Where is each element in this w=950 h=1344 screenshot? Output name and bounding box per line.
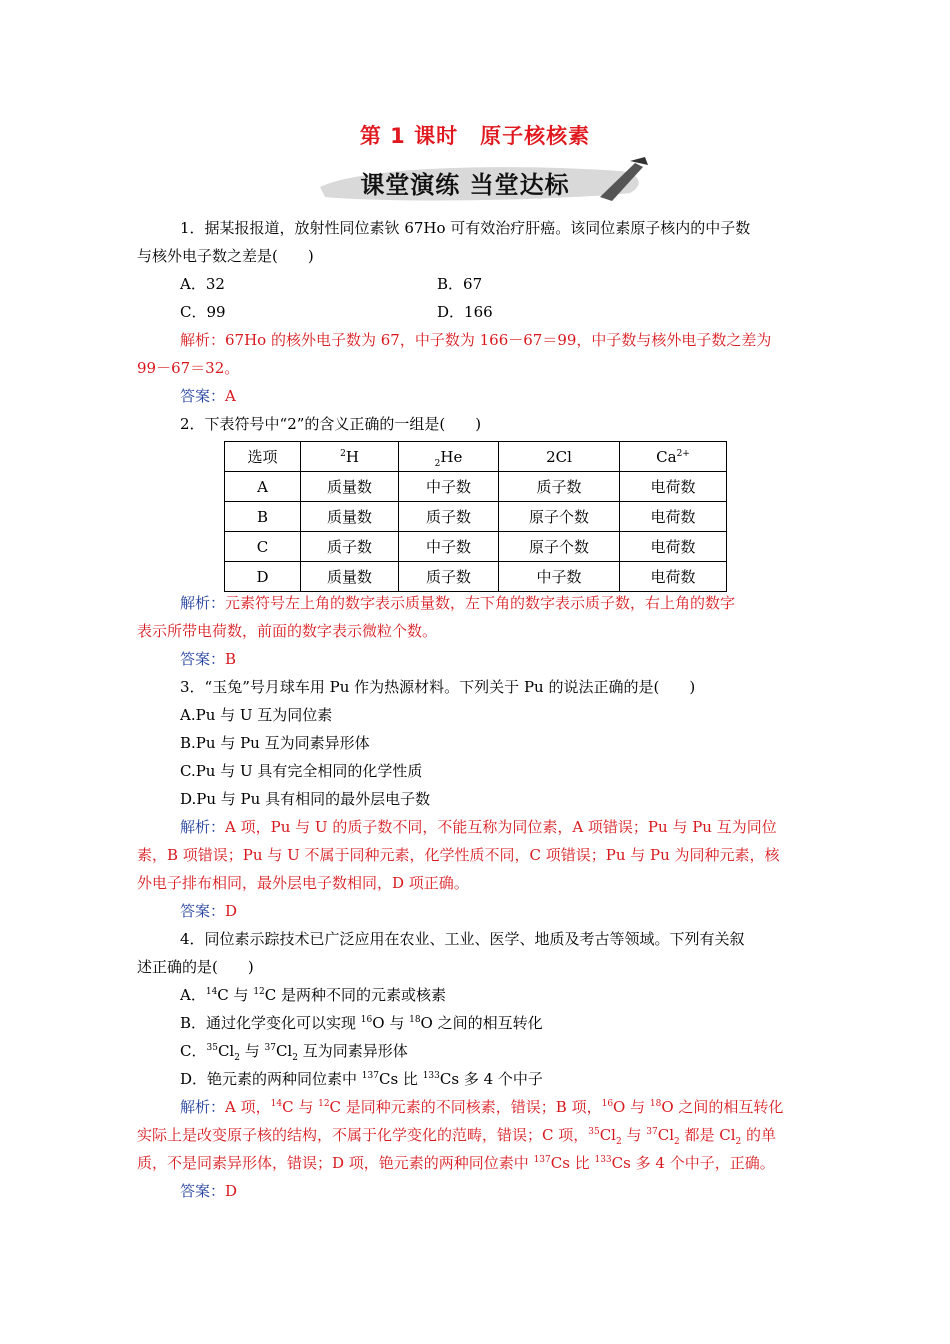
table-row <box>225 472 727 502</box>
section-banner <box>300 157 660 205</box>
table-cell: 原子个数 <box>499 532 620 562</box>
q4-analysis-line-2: 实际上是改变原子核的结构，不属于化学变化的范畴，错误；C 项，$^{35}Cl_2$ 与 $^{37}Cl_2$ 都是 $Cl_2$ 的单 <box>137 1126 777 1147</box>
table-cell: 质子数 <box>399 502 499 532</box>
table-row <box>225 562 727 592</box>
q1-stem-line-2: 与核外电子数之差是( ) <box>137 247 314 265</box>
table-header-2cl: 2Cl <box>499 442 620 472</box>
table-row <box>225 532 727 562</box>
q4-analysis-line-3: 质，不是同素异形体，错误；D 项，铯元素的两种同位素中 $^{137}$Cs 比 $^{133}$Cs 多 4 个中子，正确。 <box>137 1154 775 1172</box>
table-cell: 中子数 <box>499 562 620 592</box>
table-cell: 中子数 <box>399 532 499 562</box>
q4-stem-line-2: 述正确的是( ) <box>137 958 254 976</box>
q3-option-d: D.Pu 与 Pu 具有相同的最外层电子数 <box>180 790 431 808</box>
table-cell: 电荷数 <box>620 532 727 562</box>
q3-option-b: B.Pu 与 Pu 互为同素异形体 <box>180 734 370 752</box>
q1-options-row-1 <box>180 270 860 298</box>
q4-answer-label: 答案： <box>180 1182 226 1200</box>
table-cell: 质子数 <box>499 472 620 502</box>
table-cell: 质量数 <box>301 562 399 592</box>
q4-option-d: D．铯元素的两种同位素中 $^{137}$Cs 比 $^{133}$Cs 多 4 个中子 <box>180 1070 543 1088</box>
table-cell: 电荷数 <box>620 562 727 592</box>
q4-option-a: A．$^{14}$C 与 $^{12}$C 是两种不同的元素或核素 <box>180 986 447 1004</box>
table-cell: 电荷数 <box>620 472 727 502</box>
q1-answer-value: A <box>225 387 236 405</box>
q1-analysis-line-2: 99－67＝32。 <box>137 359 240 377</box>
q3-answer-value: D <box>225 902 238 920</box>
q2-answer-value: B <box>225 650 237 668</box>
table-header-row <box>225 442 727 472</box>
q2-analysis-line-2: 表示所带电荷数，前面的数字表示微粒个数。 <box>137 622 438 640</box>
table-cell: 质量数 <box>301 472 399 502</box>
q1-option-a: A．32 <box>180 275 225 293</box>
q1-stem-line-1: 1．据某报报道，放射性同位素钬 67Ho 可有效治疗肝癌。该同位素原子核内的中子数 <box>180 219 751 237</box>
table-header-option: 选项 <box>225 442 301 472</box>
q4-option-c: C．$^{35}Cl_2$ 与 $^{37}Cl_2$ 互为同素异形体 <box>180 1042 408 1063</box>
q3-analysis-line-2: 素，B 项错误；Pu 与 U 不属于同种元素，化学性质不同，C 项错误；Pu 与 Pu 为同种元素，核 <box>137 846 780 864</box>
table-cell: 质量数 <box>301 502 399 532</box>
table-cell: 质子数 <box>301 532 399 562</box>
table-cell: C <box>225 532 301 562</box>
table-cell: B <box>225 502 301 532</box>
q1-answer <box>180 382 860 410</box>
table-header-ca2plus: $Ca^{2+}$ <box>620 442 727 472</box>
q4-answer-value: D <box>225 1182 238 1200</box>
table-cell: 中子数 <box>399 472 499 502</box>
q3-answer <box>180 897 860 925</box>
q2-analysis-line-1 <box>180 589 860 617</box>
q1-analysis-label: 解析： <box>180 331 226 349</box>
table-cell: 电荷数 <box>620 502 727 532</box>
q2-analysis-label: 解析： <box>180 594 226 612</box>
q3-option-c: C.Pu 与 U 具有完全相同的化学性质 <box>180 762 423 780</box>
q4-answer <box>180 1177 860 1205</box>
q2-stem: 2．下表符号中“2”的含义正确的一组是( ) <box>180 415 482 433</box>
q1-options-row-2 <box>180 298 860 326</box>
table-header-2he: $_2$He <box>399 442 499 472</box>
q4-option-b: B．通过化学变化可以实现 $^{16}$O 与 $^{18}$O 之间的相互转化 <box>180 1014 543 1032</box>
q1-analysis-text-1: 67Ho 的核外电子数为 67，中子数为 166－67＝99，中子数与核外电子数之差为 <box>225 331 772 349</box>
q4-analysis-line-1 <box>180 1093 817 1121</box>
q3-analysis-text-1: A 项，Pu 与 U 的质子数不同，不能互称为同位素，A 项错误；Pu 与 Pu 互为同位 <box>225 818 777 836</box>
table-cell: 原子个数 <box>499 502 620 532</box>
q2-answer-label: 答案： <box>180 650 226 668</box>
table-cell: A <box>225 472 301 502</box>
q3-analysis-line-1 <box>180 813 860 841</box>
q1-answer-label: 答案： <box>180 387 226 405</box>
q1-option-c: C．99 <box>180 303 226 321</box>
q2-analysis-text-1: 元素符号左上角的数字表示质量数，左下角的数字表示质子数，右上角的数字 <box>225 594 736 612</box>
q2-answer <box>180 645 860 673</box>
banner-title: 课堂演练 当堂达标 <box>360 171 570 199</box>
q1-option-b: B．67 <box>437 275 483 293</box>
q3-analysis-line-3: 外电子排布相同，最外层电子数相同，D 项正确。 <box>137 874 469 892</box>
table-cell: D <box>225 562 301 592</box>
q4-stem-line-1: 4．同位素示踪技术已广泛应用在农业、工业、医学、地质及考古等领域。下列有关叙 <box>180 930 745 948</box>
q3-stem: 3．“玉兔”号月球车用 Pu 作为热源材料。下列关于 Pu 的说法正确的是( ) <box>180 678 696 696</box>
q3-option-a: A.Pu 与 U 互为同位素 <box>180 706 333 724</box>
table-cell: 质子数 <box>399 562 499 592</box>
q1-analysis-line-1 <box>180 326 860 354</box>
table-header-2h: $^2$H <box>301 442 399 472</box>
q3-answer-label: 答案： <box>180 902 226 920</box>
q3-analysis-label: 解析： <box>180 818 226 836</box>
q4-analysis-text-1: A 项，$^{14}$C 与 $^{12}$C 是同种元素的不同核素，错误；B 项，$^{16}$O 与 $^{18}$O 之间的相互转化 <box>225 1098 784 1116</box>
q1-option-d: D．166 <box>437 303 493 321</box>
q4-analysis-label: 解析： <box>180 1098 226 1116</box>
q2-table <box>224 441 727 592</box>
lesson-title: 第 1 课时 原子核核素 <box>359 124 591 148</box>
table-row <box>225 502 727 532</box>
